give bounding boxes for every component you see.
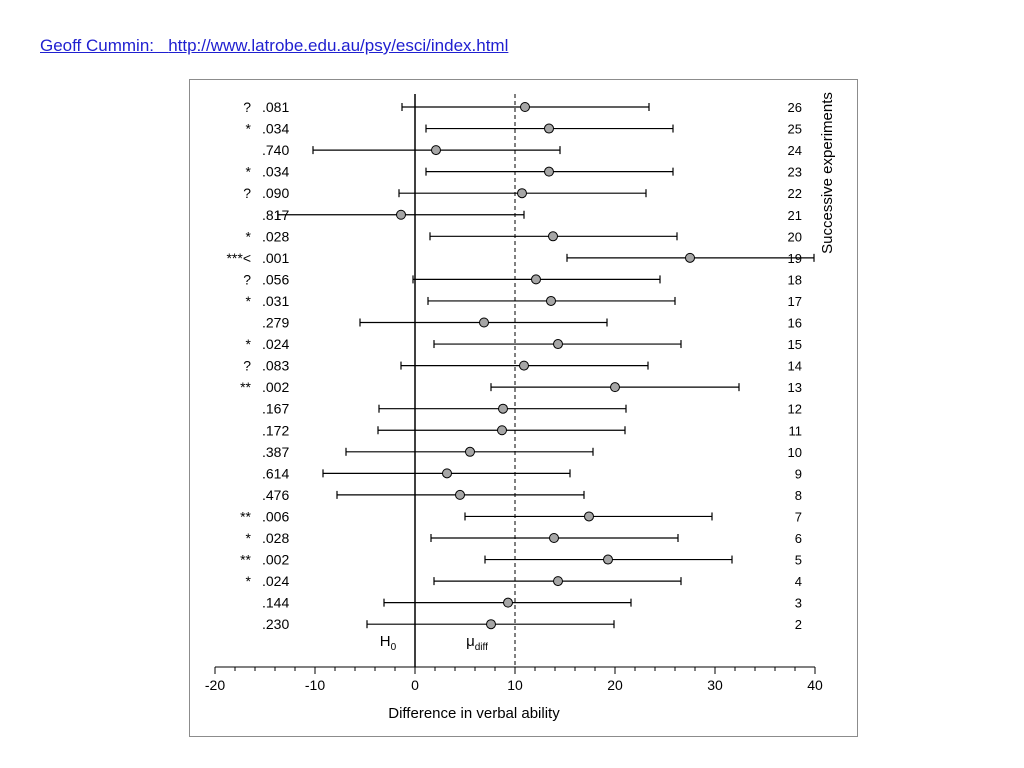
significance-mark: ** [240, 508, 251, 525]
experiment-number: 9 [794, 466, 802, 482]
experiment-number: 23 [787, 164, 802, 180]
experiment-number: 19 [787, 250, 802, 266]
significance-mark: * [245, 292, 251, 309]
mu-label-sub: diff [474, 642, 488, 653]
mean-point [554, 340, 563, 349]
mean-point [498, 426, 507, 435]
mean-point [480, 318, 489, 327]
mean-point [487, 620, 496, 629]
p-value-label: .817 [262, 206, 290, 223]
significance-mark: * [245, 120, 251, 137]
source-author: Geoff Cummin: [40, 36, 155, 55]
mean-point [521, 103, 530, 112]
experiment-number: 24 [787, 143, 802, 159]
p-value-label: .028 [262, 530, 290, 546]
mean-point [611, 383, 620, 392]
mean-point [518, 189, 527, 198]
p-value-label: .740 [262, 142, 290, 159]
p-value-label: .028 [262, 228, 290, 245]
mean-point [456, 490, 465, 499]
source-link[interactable] [40, 36, 508, 56]
x-tick-label: 40 [807, 677, 823, 693]
significance-mark: ? [243, 271, 251, 288]
experiment-number: 10 [787, 444, 802, 460]
mean-point [504, 598, 513, 607]
experiment-number: 22 [787, 186, 802, 202]
x-tick-label: -20 [204, 677, 226, 693]
experiment-number: 5 [794, 552, 802, 568]
mean-point [585, 512, 594, 521]
p-value-label: .083 [262, 357, 290, 374]
mean-point [520, 361, 529, 370]
p-value-label: .167 [262, 400, 290, 417]
p-value-label: .034 [262, 163, 290, 180]
significance-mark: ***< [226, 249, 251, 266]
significance-mark: * [245, 336, 251, 353]
experiment-number: 11 [788, 423, 802, 439]
experiment-number: 26 [787, 100, 802, 115]
experiment-number: 7 [794, 509, 802, 525]
p-value-label: .476 [262, 486, 290, 503]
experiment-number: 3 [794, 595, 802, 611]
p-value-label: .090 [262, 185, 290, 202]
p-value-label: .172 [262, 422, 290, 439]
mean-point [466, 447, 475, 456]
h0-label-main: H [379, 633, 391, 650]
significance-mark: * [245, 163, 251, 180]
h0-label [380, 633, 397, 653]
h0-label-sub: 0 [390, 642, 397, 653]
experiment-number: 2 [794, 617, 802, 633]
mean-point [554, 577, 563, 586]
mean-point [432, 146, 441, 155]
experiment-number: 4 [794, 574, 802, 590]
mean-point [443, 469, 452, 478]
experiment-number: 17 [787, 293, 802, 309]
p-value-label: .001 [262, 249, 290, 266]
significance-mark: ? [243, 99, 251, 115]
p-value-label: .387 [262, 443, 290, 460]
mu-label-main: μ [466, 633, 475, 650]
experiment-number: 18 [787, 272, 802, 288]
experiment-number: 13 [787, 380, 802, 396]
significance-mark: ** [240, 379, 251, 396]
p-value-label: .230 [262, 616, 290, 633]
p-value-label: .002 [262, 379, 290, 396]
x-tick-label: -10 [304, 677, 326, 693]
mu-label [466, 633, 488, 653]
significance-mark: ? [243, 185, 251, 202]
x-axis-label: Difference in verbal ability [388, 705, 560, 722]
mean-point [532, 275, 541, 284]
experiment-number: 20 [787, 229, 802, 245]
p-value-label: .031 [262, 292, 290, 309]
mean-point [686, 253, 695, 262]
p-value-label: .056 [262, 271, 290, 288]
x-tick-label: 20 [607, 677, 623, 693]
p-value-label: .002 [262, 551, 290, 568]
experiment-number: 8 [794, 487, 802, 503]
experiment-number: 14 [787, 358, 802, 374]
y-axis-label: Successive experiments [819, 92, 836, 254]
p-value-label: .006 [262, 508, 290, 525]
significance-mark: * [245, 573, 251, 590]
mean-point [604, 555, 613, 564]
experiment-number: 6 [794, 531, 802, 546]
p-value-label: .081 [262, 99, 290, 115]
experiment-number: 16 [787, 315, 802, 331]
significance-mark: * [245, 530, 251, 546]
significance-mark: ** [240, 551, 251, 568]
x-tick-label: 10 [507, 677, 523, 693]
p-value-label: .024 [262, 573, 290, 590]
experiment-number: 15 [787, 337, 802, 353]
mean-point [545, 124, 554, 133]
p-value-label: .614 [262, 465, 290, 482]
mean-point [545, 167, 554, 176]
x-tick-label: 30 [707, 677, 723, 693]
mean-point [547, 296, 556, 305]
significance-mark: * [245, 228, 251, 245]
mean-point [550, 534, 559, 543]
mean-point [397, 210, 406, 219]
mean-point [499, 404, 508, 413]
forest-plot [190, 80, 857, 736]
chart-frame [189, 79, 858, 737]
source-url: http://www.latrobe.edu.au/psy/esci/index.html [168, 36, 509, 55]
p-value-label: .034 [262, 120, 290, 137]
x-tick-label: 0 [411, 677, 419, 693]
p-value-label: .024 [262, 336, 290, 353]
experiment-number: 21 [787, 207, 802, 223]
experiment-number: 12 [787, 401, 802, 417]
significance-mark: ? [243, 357, 251, 374]
p-value-label: .144 [262, 594, 290, 611]
mean-point [549, 232, 558, 241]
experiment-number: 25 [787, 121, 802, 137]
p-value-label: .279 [262, 314, 290, 331]
